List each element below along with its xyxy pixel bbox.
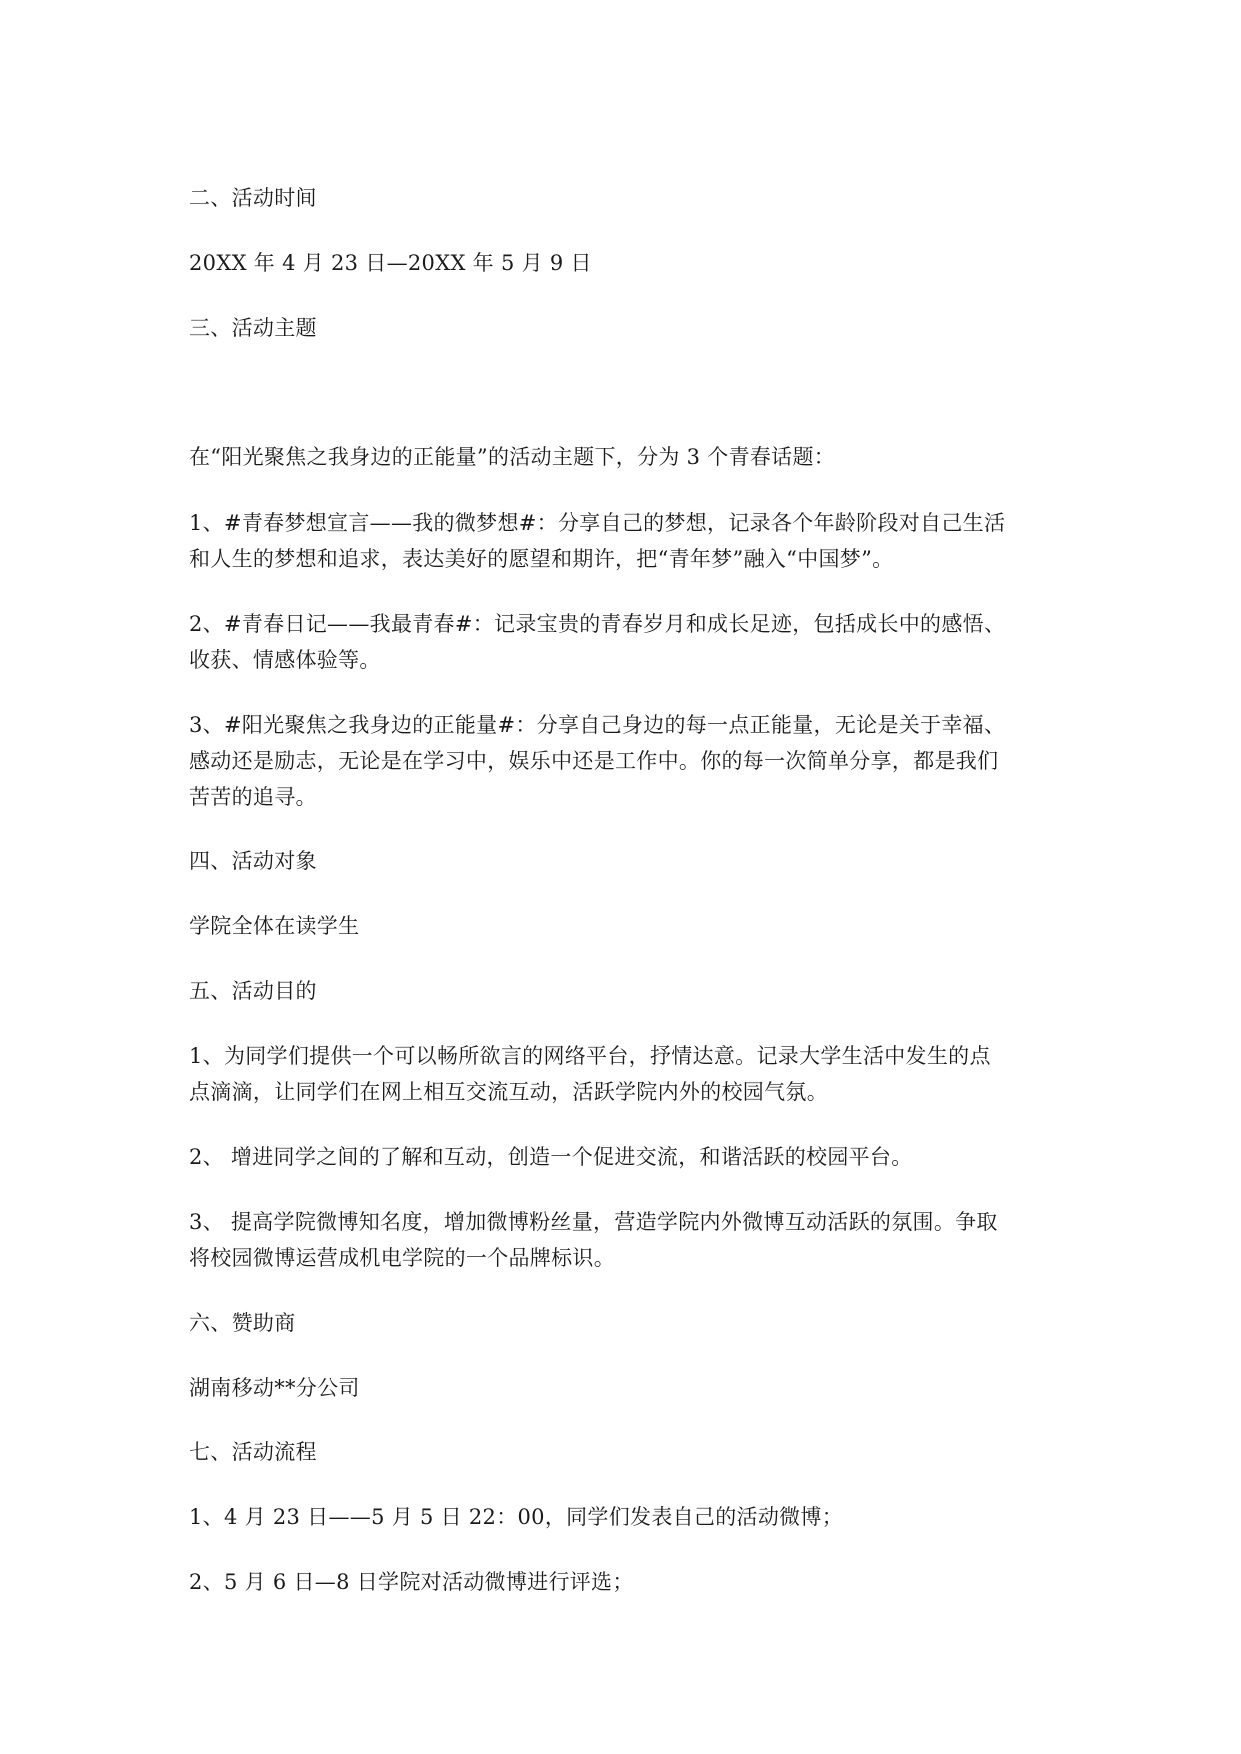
activity-date-range: 20XX 年 4 月 23 日—20XX 年 5 月 9 日 [189,251,592,275]
purpose-1-line-1: 1、为同学们提供一个可以畅所欲言的网络平台，抒情达意。记录大学生活中发生的点 [189,1044,991,1068]
heading-activity-theme: 三、活动主题 [189,316,317,340]
topic-3-line-2: 感动还是励志，无论是在学习中，娱乐中还是工作中。你的每一次简单分享，都是我们 [189,749,999,773]
topic-1-line-1: 1、#青春梦想宣言——我的微梦想#：分享自己的梦想，记录各个年龄阶段对自己生活 [189,511,1006,535]
sponsor-name: 湖南移动**分公司 [189,1376,360,1400]
purpose-1-line-2: 点滴滴，让同学们在网上相互交流互动，活跃学院内外的校园气氛。 [189,1080,828,1104]
activity-target-text: 学院全体在读学生 [189,914,360,938]
purpose-2: 2、 增进同学之间的了解和互动，创造一个促进交流，和谐活跃的校园平台。 [189,1145,913,1169]
heading-activity-process: 七、活动流程 [189,1440,317,1464]
process-step-2: 2、5 月 6 日—8 日学院对活动微博进行评选； [189,1570,634,1594]
topic-2-line-2: 收获、情感体验等。 [189,648,381,672]
process-step-1: 1、4 月 23 日——5 月 5 日 22：00，同学们发表自己的活动微博； [189,1505,844,1529]
purpose-3-line-1: 3、 提高学院微博知名度，增加微博粉丝量，营造学院内外微博互动活跃的氛围。争取 [189,1210,998,1234]
heading-sponsor: 六、赞助商 [189,1311,296,1335]
purpose-3-line-2: 将校园微博运营成机电学院的一个品牌标识。 [189,1246,615,1270]
heading-activity-target: 四、活动对象 [189,849,317,873]
theme-intro: 在“阳光聚焦之我身边的正能量”的活动主题下，分为 3 个青春话题： [189,445,836,469]
heading-activity-time: 二、活动时间 [189,186,317,210]
topic-3-line-1: 3、#阳光聚焦之我身边的正能量#：分享自己身边的每一点正能量，无论是关于幸福、 [189,713,1006,737]
topic-1-line-2: 和人生的梦想和追求，表达美好的愿望和期许，把“青年梦”融入“中国梦”。 [189,547,894,571]
topic-2-line-1: 2、#青春日记——我最青春#：记录宝贵的青春岁月和成长足迹，包括成长中的感悟、 [189,612,1006,636]
topic-3-line-3: 苦苦的追寻。 [189,785,317,809]
heading-activity-purpose: 五、活动目的 [189,979,317,1003]
